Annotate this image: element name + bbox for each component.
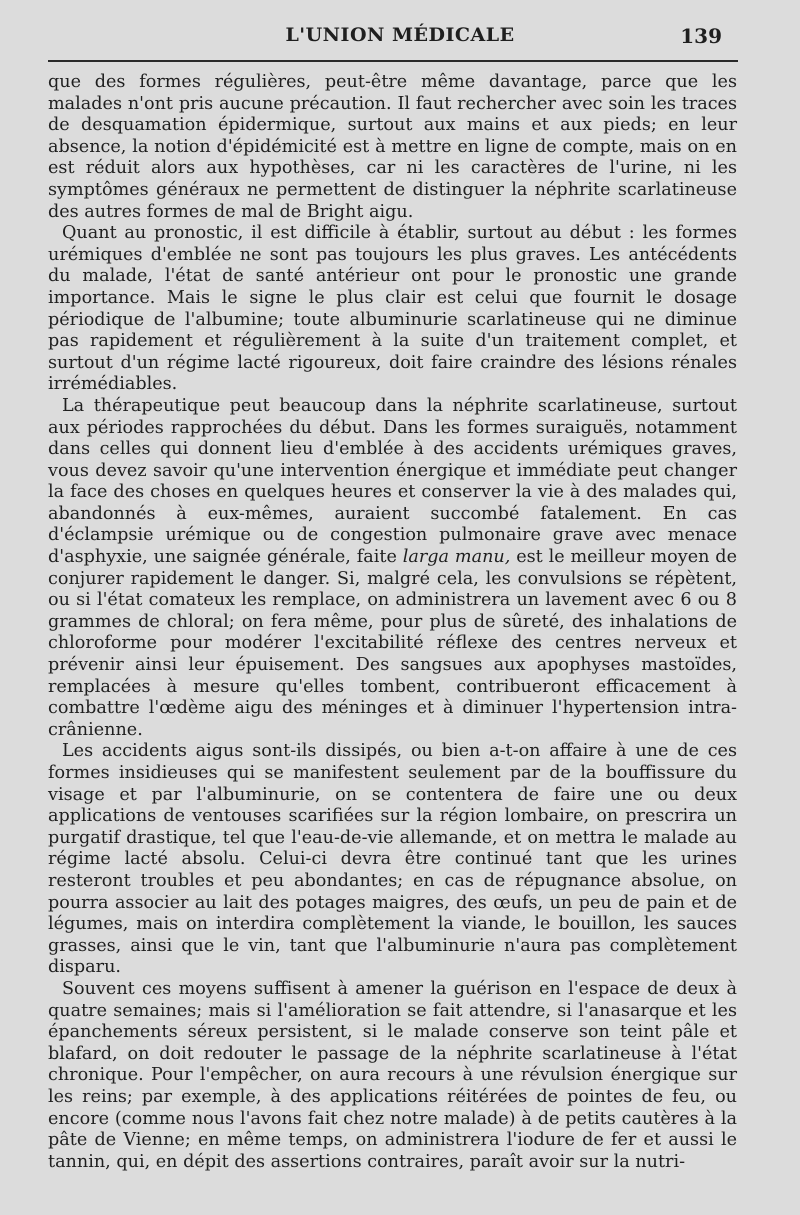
page-number: 139 (680, 24, 722, 48)
paragraph-accidents: Les accidents aigus sont-ils dissipés, ou bien a-t-on affaire à une de ces formes insidieuses qui se manifestent seulement par de la bouffissure du visage et par l'albuminurie, on se contentera de faire une ou deux applications de ventouses scarifiées sur la région lombaire, on prescrira un purgatif drastique, tel que l'eau-de-vie allemande, et on mettra le malade au régime lacté absolu. Celui-ci devra être continué tant que les urines resteront troubles et peu abondantes; en cas de répugnance absolue, on pourra associer au lait des potages maigres, des œufs, un peu de pain et de légumes, mais on interdira complètement la viande, le bouillon, les sauces grasses, ainsi que le vin, tant que l'albuminurie n'aura pas complètement disparu. (48, 741, 737, 978)
running-head (0, 24, 800, 54)
body-text (48, 72, 737, 1173)
paragraph-therapeutique-part2: est le meilleur moyen de conjurer rapidement le danger. Si, malgré cela, les convulsions se répètent, ou si l'état comateux les remplace, on administrera un lavement avec 6 ou 8 grammes de chloral; on fera même, pour plus de sûreté, des inhalations de chloroforme pour modérer l'excitabilité réflexe des centres nerveux et prévenir ainsi leur épuisement. Des sangsues aux apophyses mastoïdes, remplacées à mesure qu'elles tombent, contribueront efficacement à combattre l'œdème aigu des méninges et à diminuer l'hypertension intra-crânienne. (48, 547, 737, 740)
latin-phrase: larga manu, (402, 547, 511, 568)
paragraph-desquamation: que des formes régulières, peut-être même davantage, parce que les malades n'ont pris aucune précaution. Il faut rechercher avec soin les traces de desquamation épidermique, surtout aux mains et aux pieds; en leur absence, la notion d'épidémicité est à mettre en ligne de compte, mais on en est réduit alors aux hypothèses, car ni les caractères de l'urine, ni les symptômes généraux ne permettent de distinguer la néphrite scarlatineuse des autres formes de mal de Bright aigu. (48, 72, 737, 222)
paragraph-guerison: Souvent ces moyens suffisent à amener la guérison en l'espace de deux à quatre semaines; mais si l'amélioration se fait attendre, si l'anasarque et les épanchements séreux persistent, si le malade conserve son teint pâle et blafard, on doit redouter le passage de la néphrite scarlatineuse à l'état chronique. Pour l'empêcher, on aura recours à une révulsion énergique sur les reins; par exemple, à des applications réitérées de pointes de feu, ou encore (comme nous l'avons fait chez notre malade) à de petits cautères à la pâte de Vienne; en même temps, on administrera l'iodure de fer et aussi le tannin, qui, en dépit des assertions contraires, paraît avoir sur la nutri- (48, 978, 737, 1172)
paragraph-therapeutique-part1: La thérapeutique peut beaucoup dans la néphrite scarlatineuse, surtout aux périodes rapprochées du début. Dans les formes suraiguës, notamment dans celles qui donnent lieu d'emblée à des accidents urémiques graves, vous devez savoir qu'une intervention énergique et immédiate peut changer la face des choses en quelques heures et conserver la vie à des malades qui, abandonnés à eux-mêmes, auraient succombé fatalement. En cas d'éclampsie urémique ou de congestion pulmonaire grave avec menace d'asphyxie, une saignée générale, faite (48, 395, 737, 568)
paragraph-pronostic: Quant au pronostic, il est difficile à établir, surtout au début : les formes urémiques d'emblée ne sont pas toujours les plus graves. Les antécédents du malade, l'état de santé antérieur ont pour le pronostic une grande importance. Mais le signe le plus clair est celui que fournit le dosage périodique de l'albumine; toute albuminurie scarlatineuse qui ne diminue pas rapidement et régulièrement à la suite d'un traitement complet, et surtout d'un régime lacté rigoureux, doit faire craindre des lésions rénales irrémédiables. (48, 223, 737, 395)
journal-title: L'UNION MÉDICALE (285, 24, 515, 46)
paragraph-therapeutique (48, 396, 737, 742)
header-rule (48, 60, 738, 62)
